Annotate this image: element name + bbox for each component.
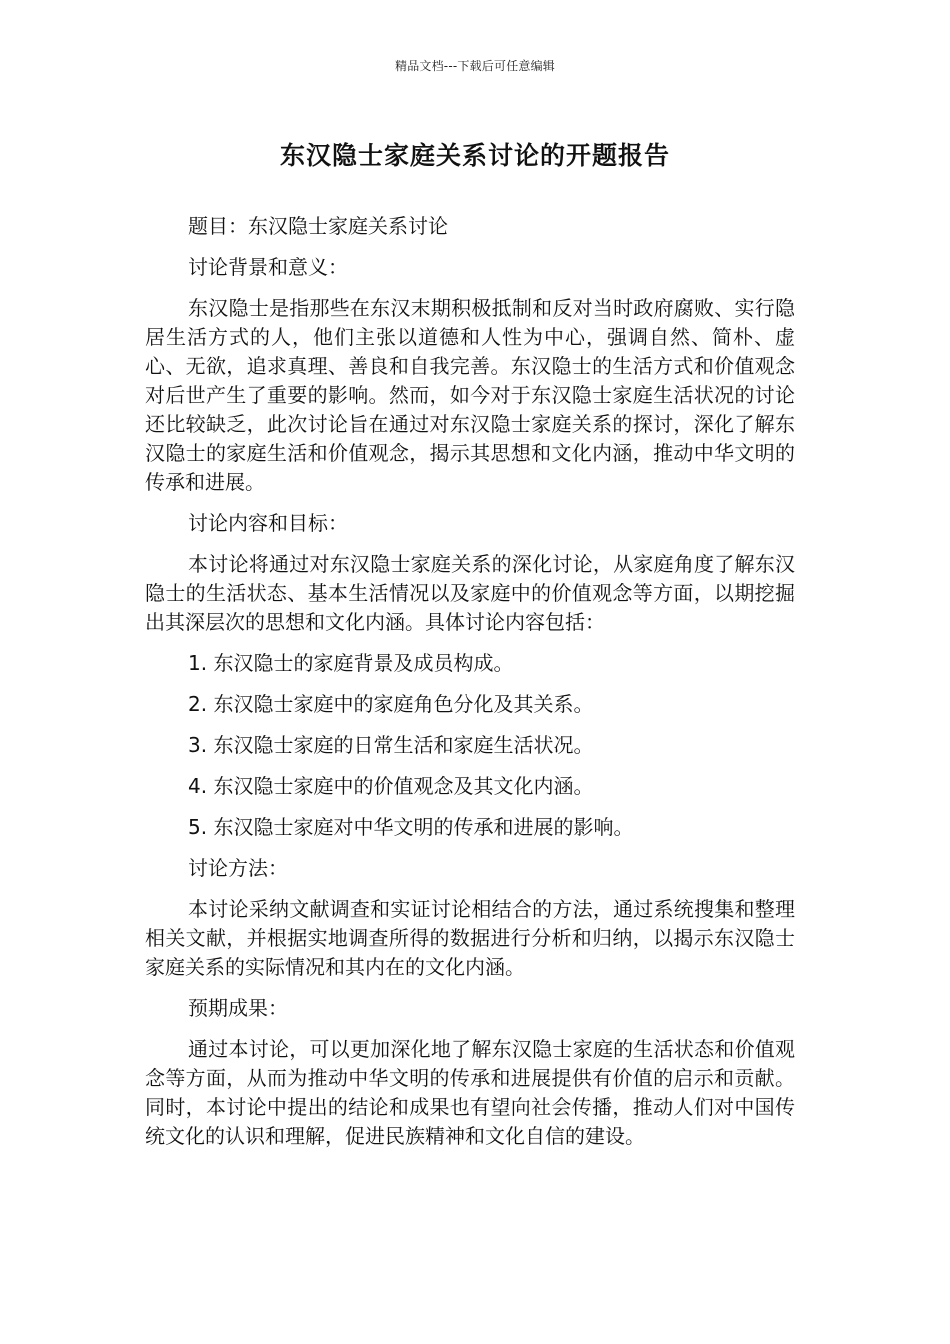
method-heading: 讨论方法： [188,856,288,880]
content-heading: 讨论内容和目标： [188,511,348,535]
document-title: 东汉隐士家庭关系讨论的开题报告 [279,141,670,170]
method-paragraph: 本讨论采纳文献调查和实证讨论相结合的方法，通过系统搜集和整理相关文献，并根据实地调查所得的数据进行分析和归纳，以揭示东汉隐士家庭关系的实际情况和其内在的文化内涵。 [145,897,795,979]
background-paragraph: 东汉隐士是指那些在东汉末期积极抵制和反对当时政府腐败、实行隐居生活方式的人，他们主张以道德和人性为中心，强调自然、简朴、虚心、无欲，追求真理、善良和自我完善。东汉隐士的生活方式和价值观念对后世产生了重要的影响。然而，如今对于东汉隐士家庭生活状况的讨论还比较缺乏，此次讨论旨在通过对东汉隐士家庭关系的探讨，深化了解东汉隐士的家庭生活和价值观念，揭示其思想和文化内涵，推动中华文明的传承和进展。 [145,296,795,494]
document-body [145,212,795,1163]
content-list-item: 3. 东汉隐士家庭的日常生活和家庭生活状况。 [188,733,594,757]
outcome-heading: 预期成果： [188,996,288,1020]
content-list-item: 2. 东汉隐士家庭中的家庭角色分化及其关系。 [188,692,594,716]
content-list-item: 5. 东汉隐士家庭对中华文明的传承和进展的影响。 [188,815,634,839]
header-note: 精品文档---下载后可任意编辑 [395,59,555,73]
topic-line: 题目：东汉隐士家庭关系讨论 [188,214,448,238]
background-heading: 讨论背景和意义： [188,255,348,279]
content-list-item: 4. 东汉隐士家庭中的价值观念及其文化内涵。 [188,774,594,798]
content-list-item: 1. 东汉隐士的家庭背景及成员构成。 [188,651,514,675]
content-paragraph: 本讨论将通过对东汉隐士家庭关系的深化讨论，从家庭角度了解东汉隐士的生活状态、基本生活情况以及家庭中的价值观念等方面，以期挖掘出其深层次的思想和文化内涵。具体讨论内容包括： [145,552,795,634]
outcome-paragraph: 通过本讨论，可以更加深化地了解东汉隐士家庭的生活状态和价值观念等方面，从而为推动中华文明的传承和进展提供有价值的启示和贡献。同时，本讨论中提出的结论和成果也有望向社会传播，推动人们对中国传统文化的认识和理解，促进民族精神和文化自信的建设。 [145,1037,795,1148]
